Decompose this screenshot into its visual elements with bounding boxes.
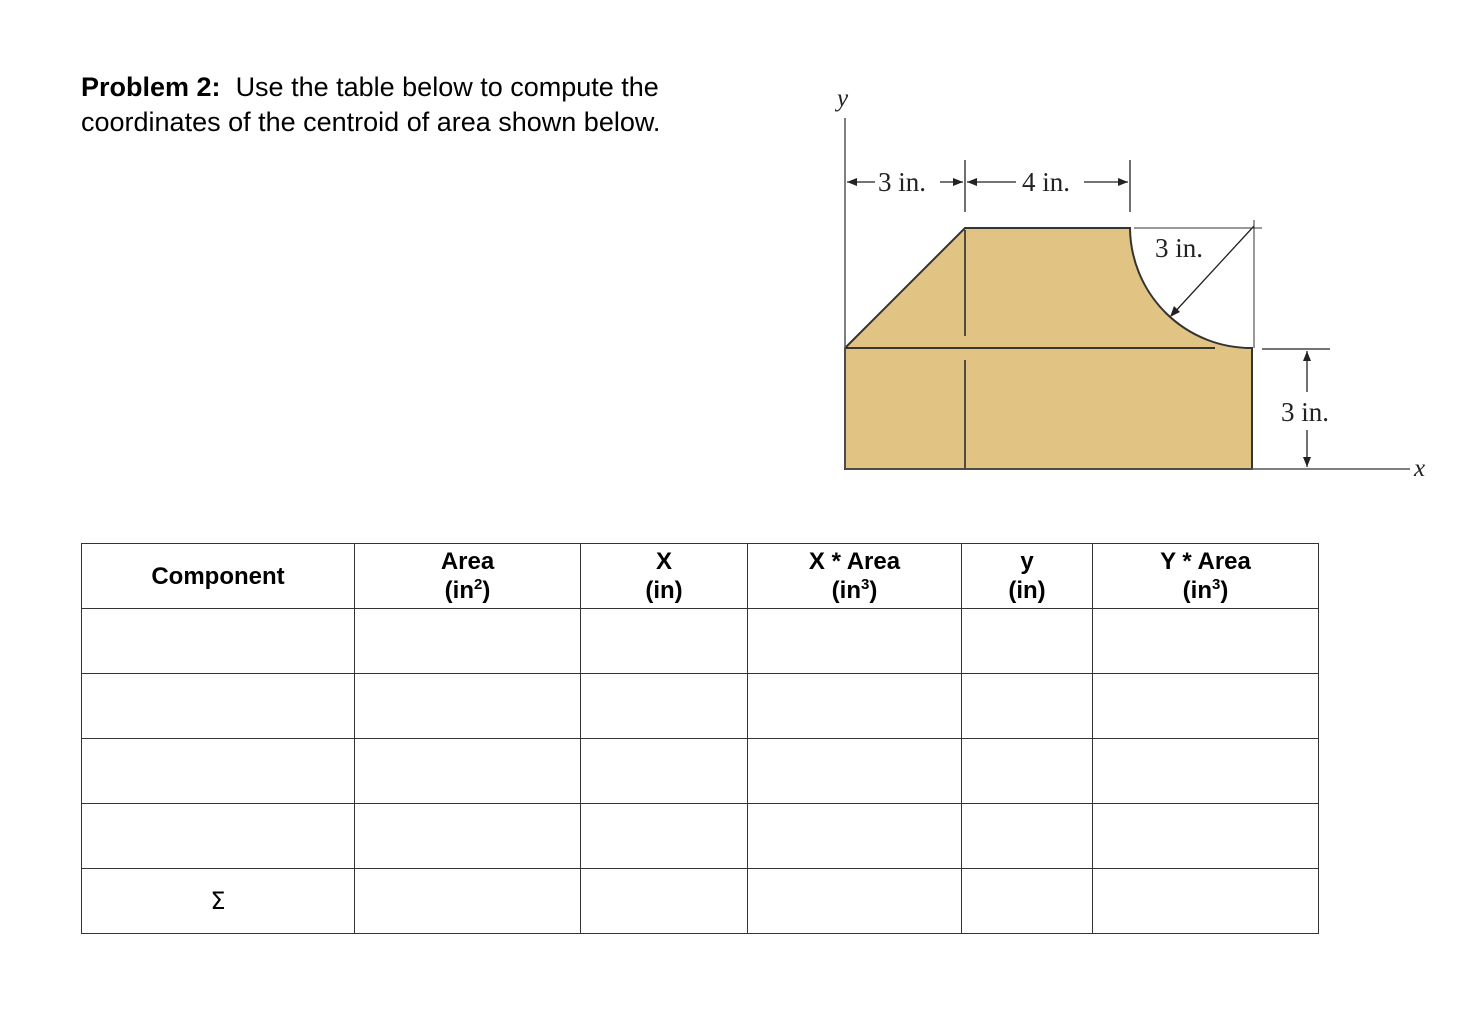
y-axis-label: y [837, 85, 849, 112]
table-cell[interactable] [82, 804, 355, 869]
table-cell[interactable] [962, 609, 1093, 674]
table-cell[interactable] [1093, 739, 1319, 804]
dim-top-right-label: 4 in. [1022, 167, 1071, 197]
table-cell[interactable] [1093, 869, 1319, 934]
table-cell[interactable] [962, 869, 1093, 934]
header-area-unit: $(in^2)$ [444, 576, 491, 604]
problem-text-line-2: coordinates of the centroid of area shown below. [81, 107, 661, 137]
sum-symbol: Σ [210, 886, 226, 915]
table-cell[interactable] [581, 609, 748, 674]
table-cell[interactable] [355, 674, 581, 739]
dim-right-height-label: 3 in. [1281, 397, 1330, 427]
table-cell[interactable] [581, 869, 748, 934]
table-cell[interactable] [581, 674, 748, 739]
header-component [82, 544, 355, 609]
table-cell[interactable] [581, 804, 748, 869]
header-x-label: X [655, 548, 672, 575]
problem-label: Problem 2: [81, 72, 221, 102]
dim-top-left-arrow-right [953, 178, 963, 186]
table-cell[interactable] [1093, 674, 1319, 739]
table-row [82, 609, 1319, 674]
table-cell[interactable] [355, 804, 581, 869]
header-area-label: Area [440, 548, 495, 575]
header-area [355, 544, 581, 609]
table-cell[interactable] [1093, 804, 1319, 869]
table-cell[interactable] [1093, 609, 1319, 674]
header-y-unit: (in) [1008, 577, 1046, 604]
table-header-row [82, 544, 1319, 609]
dim-top-right-arrow-left [967, 178, 977, 186]
sum-symbol-cell [82, 869, 355, 934]
dim-top-left-label: 3 in. [878, 167, 927, 197]
header-y-area-label: Y * Area [1160, 548, 1251, 575]
table-row [82, 674, 1319, 739]
dim-right-arrow-up [1303, 351, 1311, 361]
header-y-area-unit: $(in^3)$ [1182, 576, 1229, 604]
header-component-label: Component [151, 562, 285, 590]
header-x-area [748, 544, 962, 609]
table-cell[interactable] [82, 674, 355, 739]
header-y [962, 544, 1093, 609]
header-y-area [1093, 544, 1319, 609]
table-cell[interactable] [82, 739, 355, 804]
problem-text-line-1: Use the table below to compute the [235, 72, 659, 102]
table-sum-row [82, 869, 1319, 934]
table-cell[interactable] [962, 739, 1093, 804]
header-x [581, 544, 748, 609]
dim-top-left-arrow-left [847, 178, 857, 186]
table-cell[interactable] [748, 804, 962, 869]
dim-right-arrow-down [1303, 457, 1311, 467]
x-axis-label: x [1414, 455, 1426, 482]
header-x-area-unit: $(in^3)$ [831, 576, 878, 604]
table-cell[interactable] [82, 609, 355, 674]
table-cell[interactable] [748, 609, 962, 674]
table-row [82, 804, 1319, 869]
dim-radius-label: 3 in. [1155, 233, 1204, 263]
table-cell[interactable] [748, 739, 962, 804]
table-cell[interactable] [748, 674, 962, 739]
table-cell[interactable] [355, 869, 581, 934]
centroid-table [81, 543, 1319, 934]
header-x-unit: (in) [645, 577, 683, 604]
table-cell[interactable] [962, 804, 1093, 869]
table-row [82, 739, 1319, 804]
table-cell[interactable] [355, 609, 581, 674]
header-y-label: y [1020, 548, 1034, 575]
table-cell[interactable] [962, 674, 1093, 739]
table-cell[interactable] [581, 739, 748, 804]
dim-top-right-arrow-right [1118, 178, 1128, 186]
table-cell[interactable] [355, 739, 581, 804]
header-x-area-label: X * Area [808, 548, 901, 575]
table-cell[interactable] [748, 869, 962, 934]
